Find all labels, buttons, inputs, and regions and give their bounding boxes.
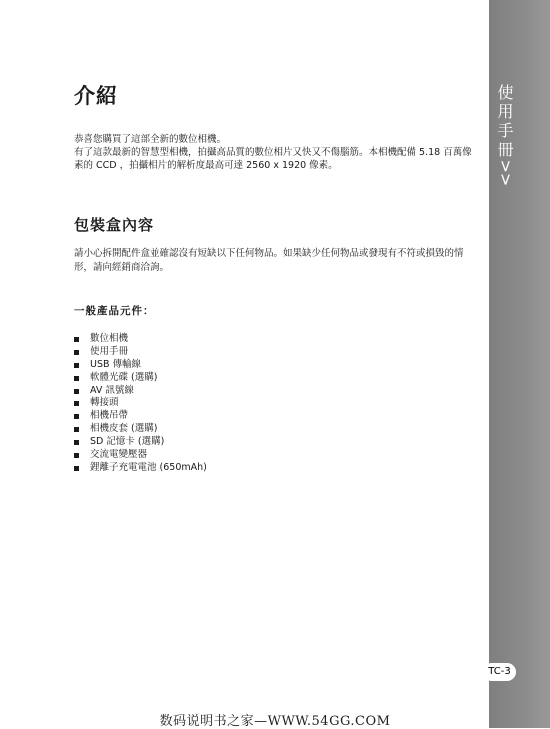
bullet-icon: [74, 363, 79, 368]
list-item-label: 交流電變壓器: [90, 449, 148, 461]
bullet-icon: [74, 427, 79, 432]
list-item-label: AV 訊號線: [90, 384, 134, 396]
watermark-text: 数码说明书之家—WWW.54GG.COM: [159, 714, 391, 729]
components-list: [74, 333, 207, 475]
intro-line-1: 恭喜您購買了這部全新的數位相機。: [74, 134, 227, 145]
list-item-label: USB 傳輸線: [90, 358, 142, 370]
list-item-label: 轉接頭: [90, 397, 119, 409]
bullet-icon: [74, 453, 79, 458]
list-item-label: SD 記憶卡 (選購): [90, 436, 165, 448]
page-number: TC-3: [483, 663, 516, 681]
list-item: [74, 385, 207, 398]
components-heading: 一般產品元件：: [74, 305, 155, 317]
bullet-icon: [74, 414, 79, 419]
list-item: [74, 423, 207, 436]
list-item: [74, 410, 207, 423]
list-item: [74, 436, 207, 449]
list-item: [74, 449, 207, 462]
list-item: [74, 359, 207, 372]
list-item-label: 使用手冊: [90, 345, 129, 357]
intro-line-2: 有了這款最新的智慧型相機，拍攝高品質的數位相片又快又不傷腦筋。本相機配備 5.18 百萬像素的 CCD ，拍攝相片的解析度最高可達 2560 x 1920 像素。: [74, 147, 472, 171]
list-item-label: 相機吊帶: [90, 410, 129, 422]
list-item-label: 鋰離子充電電池 (650mAh): [90, 461, 207, 473]
manual-tab-label: 使用手冊: [495, 84, 514, 160]
list-item: [74, 346, 207, 359]
intro-paragraph: [74, 133, 474, 172]
list-item: [74, 462, 207, 475]
page-title: 介紹: [74, 84, 118, 108]
package-contents-heading: 包裝盒內容: [74, 216, 155, 234]
list-item-label: 相機皮套 (選購): [90, 423, 158, 435]
arrow-icon: >>: [496, 159, 516, 187]
bullet-icon: [74, 401, 79, 406]
bullet-icon: [74, 376, 79, 381]
bullet-icon: [74, 466, 79, 471]
bullet-icon: [74, 389, 79, 394]
package-instructions: 請小心拆開配件盒並確認沒有短缺以下任何物品。如果缺少任何物品或發現有不符或損毀的情形，請向經銷商洽詢。: [74, 248, 464, 273]
list-item: [74, 372, 207, 385]
bullet-icon: [74, 440, 79, 445]
list-item: [74, 397, 207, 410]
list-item-label: 數位相機: [90, 333, 129, 344]
list-item: [74, 333, 207, 346]
list-item-label: 軟體光碟 (選購): [90, 371, 158, 383]
bullet-icon: [74, 350, 79, 355]
bullet-icon: [74, 337, 79, 342]
